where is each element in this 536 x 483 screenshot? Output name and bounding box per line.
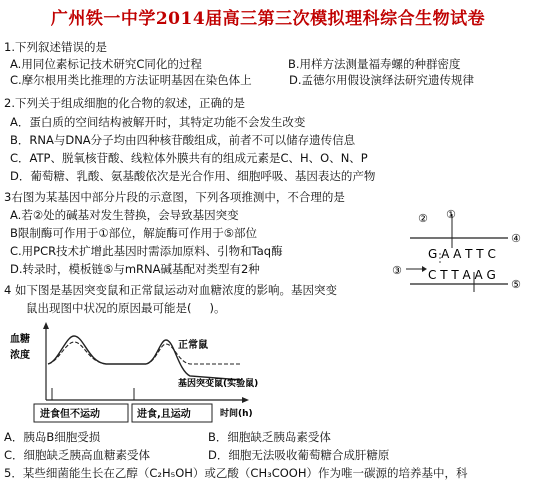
- x-axis-arrow: [242, 397, 249, 403]
- blood-glucose-chart: [6, 322, 306, 426]
- q4-stem-line-1: 4 如下图是基因突变鼠和正常鼠运动对血糖浓度的影响。基因突变: [4, 283, 337, 297]
- q3-option-a: A.若②处的碱基对发生替换，会导致基因突变: [10, 208, 239, 222]
- normal-mouse-curve: [48, 342, 242, 364]
- q2-option-c: C．ATP、脱氧核苷酸、线粒体外膜共有的组成元素是C、H、O、N、P: [10, 151, 368, 165]
- figure-label-2: ②: [418, 212, 428, 225]
- top-strand-bases: G A A T T C: [428, 247, 496, 261]
- bottom-strand-bases: C T T A A G: [428, 268, 496, 282]
- q2-stem: 2.下列关于组成细胞的化合物的叙述，正确的是: [4, 96, 245, 110]
- condition-label-2: 进食,且运动: [137, 409, 191, 420]
- figure-label-3: ③: [392, 264, 402, 277]
- legend-mutant-mouse: 基因突变鼠(实验鼠): [178, 379, 259, 389]
- q5-stem: 5．某些细菌能生长在乙醇（C₂H₅OH）或乙酸（CH₃COOH）作为唯一碳源的培养基中，科: [4, 466, 468, 480]
- q4-option-d: D．细胞无法吸收葡萄糖合成肝糖原: [208, 448, 390, 462]
- y-label-line-2: 浓度: [10, 350, 30, 361]
- figure-label-5: ⑤: [511, 278, 521, 291]
- q3-option-b: B限制酶可作用于①部位，解旋酶可作用于⑤部位: [10, 226, 258, 240]
- q4-option-a: A．胰岛B细胞受损: [4, 430, 101, 444]
- q1-option-c: C.摩尔根用类比推理的方法证明基因在染色体上: [10, 73, 252, 87]
- q2-option-b: B．RNA与DNA分子均由四种核苷酸组成，前者不可以储存遗传信息: [10, 133, 356, 147]
- q4-stem-text: 鼠出现图中状况的原因最可能是(: [26, 301, 192, 315]
- q1-option-b: B.用样方法测量福寿螺的种群密度: [288, 57, 461, 71]
- q1-option-a: A.用同位素标记技术研究C同化的过程: [10, 57, 202, 71]
- q2-option-a: A．蛋白质的空间结构被解开时，其特定功能不会发生改变: [10, 115, 306, 129]
- x-label: 时间(h): [220, 409, 253, 419]
- figure-label-1: ①: [446, 208, 456, 221]
- dna-fragment-figure: [392, 208, 532, 294]
- q3-option-c: C.用PCR技术扩增此基因时需添加原料、引物和Taq酶: [10, 244, 283, 258]
- q4-option-b: B．细胞缺乏胰岛素受体: [208, 430, 331, 444]
- figure-label-4: ④: [511, 232, 521, 245]
- q4-stem-line-2: [26, 301, 226, 316]
- q1-stem: 1.下列叙述错误的是: [4, 40, 107, 54]
- exam-title: 广州铁一中学2014届高三第三次模拟理科综合生物试卷: [50, 9, 486, 29]
- arrow-head-3: [422, 266, 427, 272]
- q4-option-c: C．细胞缺乏胰高血糖素受体: [4, 448, 151, 462]
- q3-option-d: D.转录时，模板链⑤与mRNA碱基配对类型有2种: [10, 262, 260, 276]
- q1-option-d: D.孟德尔用假设演绎法研究遗传规律: [289, 73, 475, 87]
- y-axis-arrow: [43, 322, 49, 329]
- q2-option-d: D．葡萄糖、乳酸、氨基酸依次是光合作用、细胞呼吸、基因表达的产物: [10, 169, 376, 183]
- legend-normal-mouse: 正常鼠: [178, 340, 208, 351]
- condition-label-1: 进食但不运动: [40, 409, 100, 420]
- y-label-line-1: 血糖: [10, 334, 30, 345]
- q4-stem-end: )。: [209, 301, 226, 315]
- q3-stem: 3右图为某基因中部分片段的示意图，下列各项推测中，不合理的是: [4, 190, 345, 204]
